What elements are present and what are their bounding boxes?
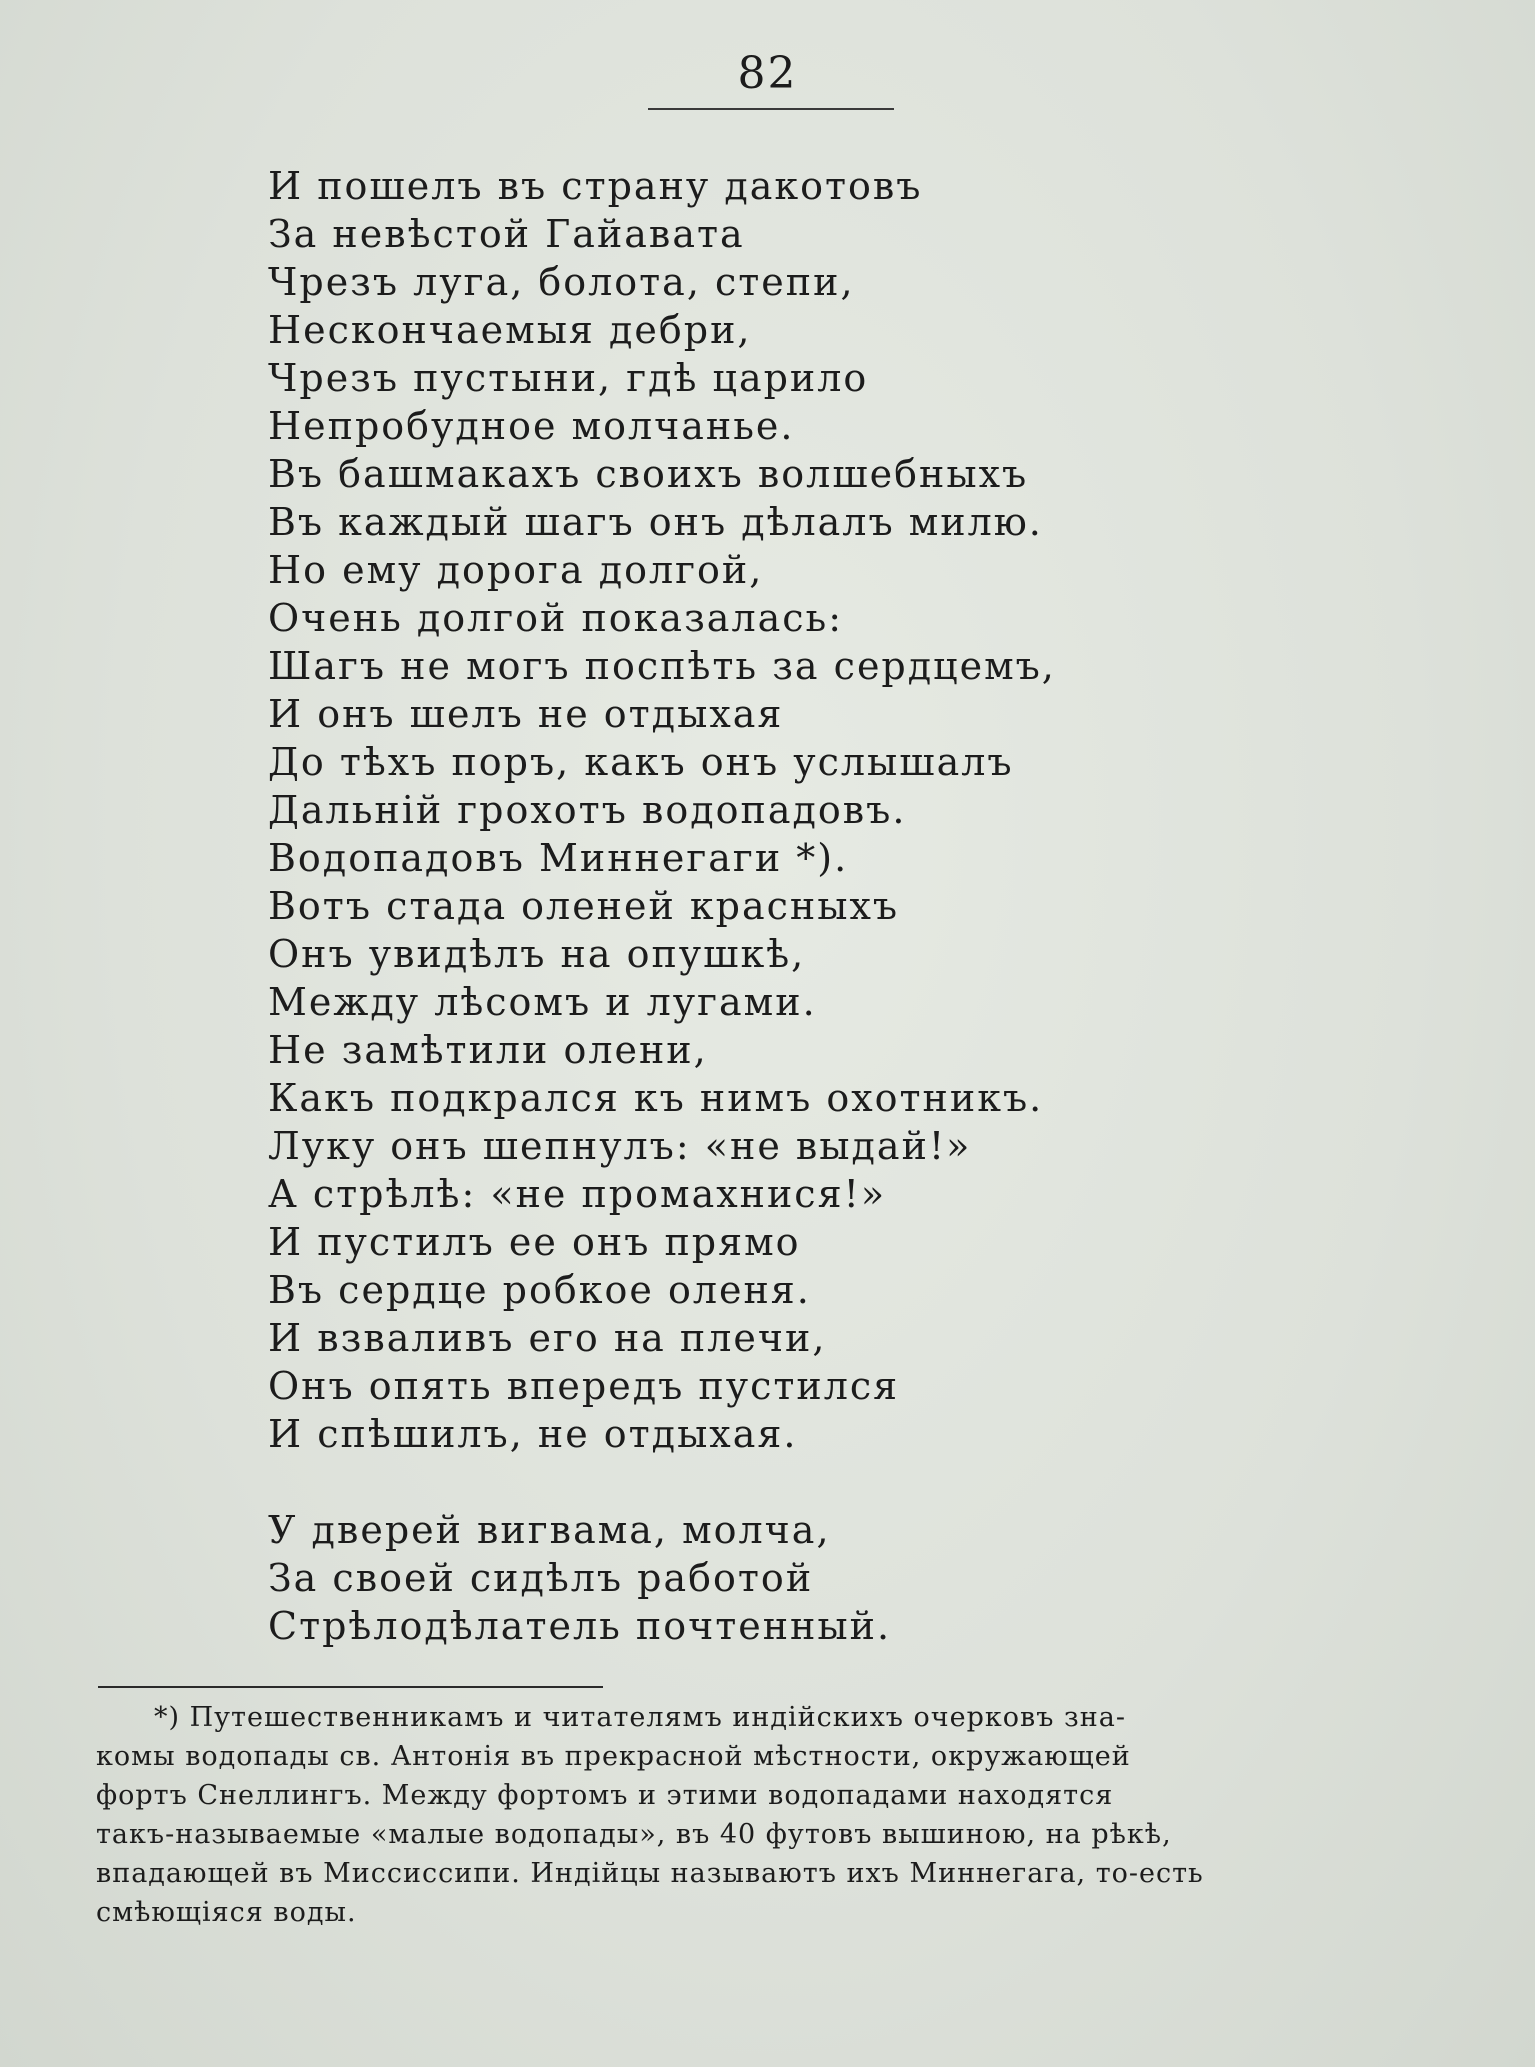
poem-line: И взваливъ его на плечи,: [268, 1316, 827, 1360]
footnote-line: такъ-называемые «малые водопады», въ 40 футовъ вышиною, на рѣкѣ,: [96, 1819, 1172, 1850]
poem-line: Въ каждый шагъ онъ дѣлалъ милю.: [268, 500, 1043, 544]
footnote-line: фортъ Снеллингъ. Между фортомъ и этими водопадами находятся: [96, 1780, 1114, 1811]
stanza-1: [268, 162, 1268, 1458]
poem-line: Но ему дорога долгой,: [268, 548, 764, 592]
poem-line: Дальній грохотъ водопадовъ.: [268, 788, 907, 832]
poem-line: И пошелъ въ страну дакотовъ: [268, 164, 923, 208]
poem-line: Вотъ стада оленей красныхъ: [268, 884, 900, 928]
header-rule: [648, 108, 894, 110]
footnote-line: впадающей въ Миссиссипи. Индійцы называютъ ихъ Миннегага, то-есть: [96, 1858, 1204, 1889]
stanza-gap: [268, 1458, 1268, 1506]
poem-line: А стрѣлѣ: «не промахнися!»: [268, 1172, 887, 1216]
poem-line: У дверей вигвама, молча,: [268, 1508, 831, 1552]
footnote: [96, 1698, 1496, 1932]
poem-line: Непробудное молчанье.: [268, 404, 795, 448]
poem-line: Между лѣсомъ и лугами.: [268, 980, 817, 1024]
footnote-line: комы водопады св. Антонія въ прекрасной мѣстности, окружающей: [96, 1741, 1131, 1772]
poem-line: И пустилъ ее онъ прямо: [268, 1220, 801, 1264]
footnote-line: смѣющіяся воды.: [96, 1897, 357, 1928]
poem-line: И спѣшилъ, не отдыхая.: [268, 1412, 798, 1456]
poem-line: Луку онъ шепнулъ: «не выдай!»: [268, 1124, 972, 1168]
poem-line: И онъ шелъ не отдыхая: [268, 692, 784, 736]
poem-line: Въ башмакахъ своихъ волшебныхъ: [268, 452, 1029, 496]
poem-line: Въ сердце робкое оленя.: [268, 1268, 811, 1312]
poem-line: За своей сидѣлъ работой: [268, 1556, 814, 1600]
poem-line: Чрезъ пустыни, гдѣ царило: [268, 356, 869, 400]
poem-body: [268, 162, 1268, 1650]
poem-line: Не замѣтили олени,: [268, 1028, 708, 1072]
stanza-2: [268, 1506, 1268, 1650]
page-number: 82: [737, 48, 798, 99]
poem-line: До тѣхъ поръ, какъ онъ услышалъ: [268, 740, 1014, 784]
poem-line: За невѣстой Гайавата: [268, 212, 745, 256]
footnote-rule: [98, 1686, 603, 1688]
poem-line: Чрезъ луга, болота, степи,: [268, 260, 855, 304]
poem-line: Онъ увидѣлъ на опушкѣ,: [268, 932, 806, 976]
poem-line: Онъ опять впередъ пустился: [268, 1364, 900, 1408]
poem-line: Стрѣлодѣлатель почтенный.: [268, 1604, 892, 1648]
poem-line: Какъ подкрался къ нимъ охотникъ.: [268, 1076, 1044, 1120]
poem-line: Нескончаемыя дебри,: [268, 308, 752, 352]
footnote-line: *) Путешественникамъ и читателямъ индійскихъ очерковъ зна-: [154, 1702, 1126, 1733]
poem-line: Водопадовъ Миннегаги *).: [268, 836, 849, 880]
poem-line: Шагъ не могъ поспѣть за сердцемъ,: [268, 644, 1056, 688]
poem-line: Очень долгой показалась:: [268, 596, 844, 640]
